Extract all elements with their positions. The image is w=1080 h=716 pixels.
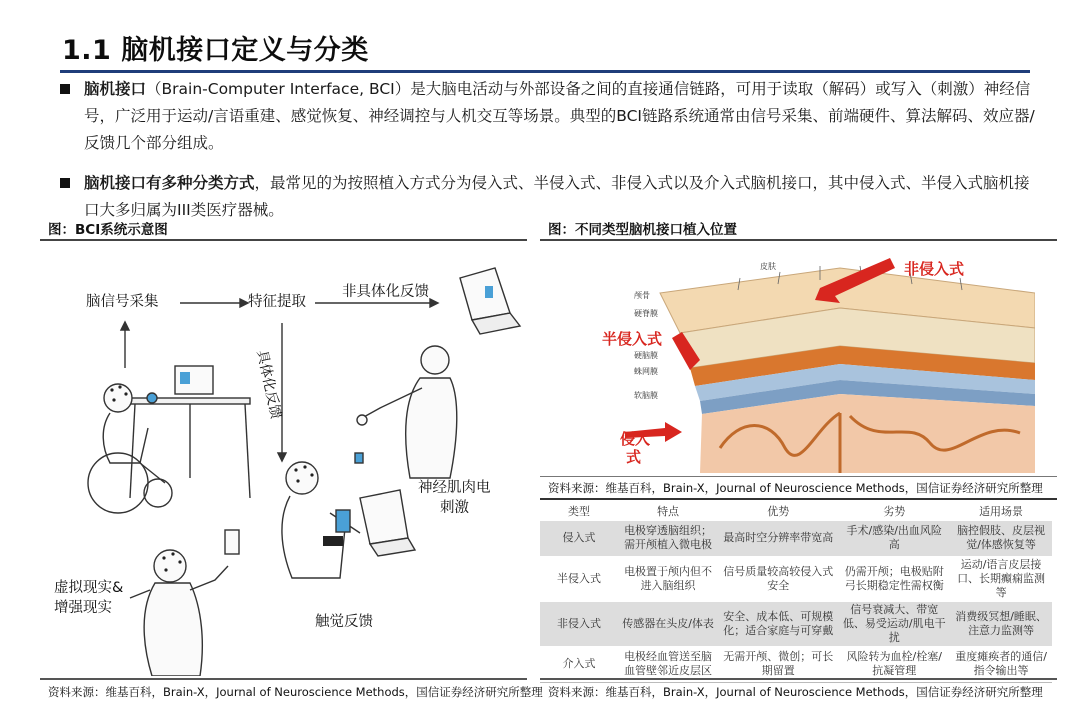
table-cell: 无需开颅、微创；可长期留置 bbox=[718, 646, 838, 682]
table-cell: 脑控假肢、皮层视觉/体感恢复等 bbox=[950, 520, 1052, 556]
label-semi-invasive: 半侵入式 bbox=[602, 330, 663, 348]
layer-label-skin: 皮肤 bbox=[760, 262, 776, 271]
label-feature-extraction: 特征提取 bbox=[248, 294, 306, 310]
layer-label-skull: 颅骨 bbox=[634, 291, 650, 300]
table-cell: 电极置于颅内但不进入脑组织 bbox=[618, 556, 718, 601]
table-cell: 风险转为血栓/栓塞/抗凝管理 bbox=[838, 646, 950, 682]
bullet-classification bbox=[60, 170, 1040, 224]
table-row bbox=[540, 646, 1052, 682]
layer-label-arachnoid: 蛛网膜 bbox=[634, 367, 658, 376]
table-cell: 电极经血管送至脑血管壁邻近皮层区 bbox=[618, 646, 718, 682]
label-signal-acquisition: 脑信号采集 bbox=[86, 294, 159, 310]
label-vr-line1: 虚拟现实& bbox=[54, 580, 124, 596]
table-cell: 非侵入式 bbox=[540, 601, 618, 646]
arrow-head-icon bbox=[430, 299, 438, 307]
arrow-head-icon bbox=[240, 299, 248, 307]
table-cell: 手术/感染/出血风险高 bbox=[838, 520, 950, 556]
table-cell: 信号质量较高较侵入式安全 bbox=[718, 556, 838, 601]
col-header: 特点 bbox=[657, 504, 680, 518]
source-divider-left bbox=[40, 678, 527, 680]
source-note-right: 资料来源：维基百科，Brain-X，Journal of Neuroscience Methods，国信证券经济研究所整理 bbox=[548, 685, 1043, 699]
figure-title-right: 图：不同类型脑机接口植入位置 bbox=[548, 222, 737, 238]
table-cell: 介入式 bbox=[540, 646, 618, 682]
label-vr-line2: 增强现实 bbox=[54, 600, 112, 616]
title-divider bbox=[60, 70, 1030, 73]
bullet-square-icon bbox=[60, 84, 70, 94]
source-divider-right bbox=[540, 678, 1057, 680]
table-cell: 运动/语言皮层接口、长期癫痫监测等 bbox=[950, 556, 1052, 601]
label-haptic-feedback: 触觉反馈 bbox=[315, 614, 373, 630]
table-cell: 安全、成本低、可规模化；适合家庭与可穿戴 bbox=[718, 601, 838, 646]
label-noninvasive: 非侵入式 bbox=[904, 260, 965, 278]
table-cell: 重度瘫痪者的通信/指令输出等 bbox=[950, 646, 1052, 682]
bullet-bold-lead: 脑机接口有多种分类方式 bbox=[84, 174, 255, 192]
label-invasive-line2: 式 bbox=[626, 448, 642, 466]
arrow-head-icon bbox=[278, 453, 286, 461]
table-top-rule bbox=[540, 476, 1057, 477]
figure-title-left: 图：BCI系统示意图 bbox=[48, 222, 168, 238]
col-header: 类型 bbox=[568, 504, 590, 518]
table-source-note: 资料来源：维基百科，Brain-X，Journal of Neuroscience Methods，国信证券经济研究所整理 bbox=[548, 481, 1043, 495]
table-cell: 电极穿透脑组织；需开颅植入微电极 bbox=[618, 520, 718, 556]
table-cell: 消费级冥想/睡眠、注意力监测等 bbox=[950, 601, 1052, 646]
table-row bbox=[540, 601, 1052, 646]
bullet-definition bbox=[60, 76, 1040, 157]
label-nmes-line2: 刺激 bbox=[440, 500, 469, 516]
bullet-text: ，最常见的为按照植入方式分为侵入式、半侵入式、非侵入式以及介入式脑机接口，其中侵入式、半侵入式脑机接口大多归属为III类医疗器械。 bbox=[84, 174, 1030, 219]
bullet-bold-lead: 脑机接口 bbox=[84, 80, 147, 98]
label-embodied-feedback: 具体化反馈 bbox=[253, 348, 284, 421]
table-cell: 仍需开颅；电极贴附弓长期稳定性需权衡 bbox=[838, 556, 950, 601]
arrow-head-icon bbox=[121, 322, 129, 330]
table-header-row bbox=[540, 502, 1052, 520]
table-header-rule bbox=[540, 498, 1057, 500]
figure-divider-right bbox=[540, 239, 1057, 241]
bci-system-diagram bbox=[40, 248, 527, 676]
layer-label-pia: 软脑膜 bbox=[634, 391, 658, 400]
source-note-left: 资料来源：维基百科，Brain-X，Journal of Neuroscience Methods，国信证券经济研究所整理 bbox=[48, 685, 543, 699]
table-row bbox=[540, 556, 1052, 601]
figure-divider-left bbox=[40, 239, 527, 241]
table-row bbox=[540, 520, 1052, 556]
label-invasive-line1: 侵入 bbox=[620, 430, 651, 448]
col-header: 优势 bbox=[767, 504, 790, 518]
table-cell: 侵入式 bbox=[540, 520, 618, 556]
layer-label-spinal-dura: 硬脊膜 bbox=[634, 309, 658, 318]
layer-label-dura: 硬脑膜 bbox=[634, 351, 658, 360]
col-header: 劣势 bbox=[883, 504, 906, 518]
page-title: 1.1 脑机接口定义与分类 bbox=[62, 35, 369, 66]
bullet-square-icon bbox=[60, 178, 70, 188]
table-cell: 传感器在头皮/体表 bbox=[618, 601, 718, 646]
label-nonembodied-feedback: 非具体化反馈 bbox=[342, 284, 429, 300]
bullet-text: （Brain-Computer Interface, BCI）是大脑电活动与外部设备之间的直接通信链路，可用于读取（解码）或写入（刺激）神经信号，广泛用于运动/言语重建、感觉恢复、神经调控与人机交互等场景。典型的BCI链路系统通常由信号采集、前端硬件、算法解码、效应器/反馈几个部分组成。 bbox=[84, 80, 1035, 152]
col-header: 适用场景 bbox=[979, 504, 1024, 518]
table-cell: 半侵入式 bbox=[540, 556, 618, 601]
table-cell: 最高时空分辨率带宽高 bbox=[718, 520, 838, 556]
brain-layers-figure bbox=[590, 248, 1035, 473]
bci-comparison-table bbox=[540, 502, 1052, 683]
label-nmes-line1: 神经肌肉电 bbox=[418, 480, 491, 496]
bci-diagram-illustration bbox=[40, 248, 527, 676]
table-cell: 信号衰减大、带宽低、易受运动/肌电干扰 bbox=[838, 601, 950, 646]
